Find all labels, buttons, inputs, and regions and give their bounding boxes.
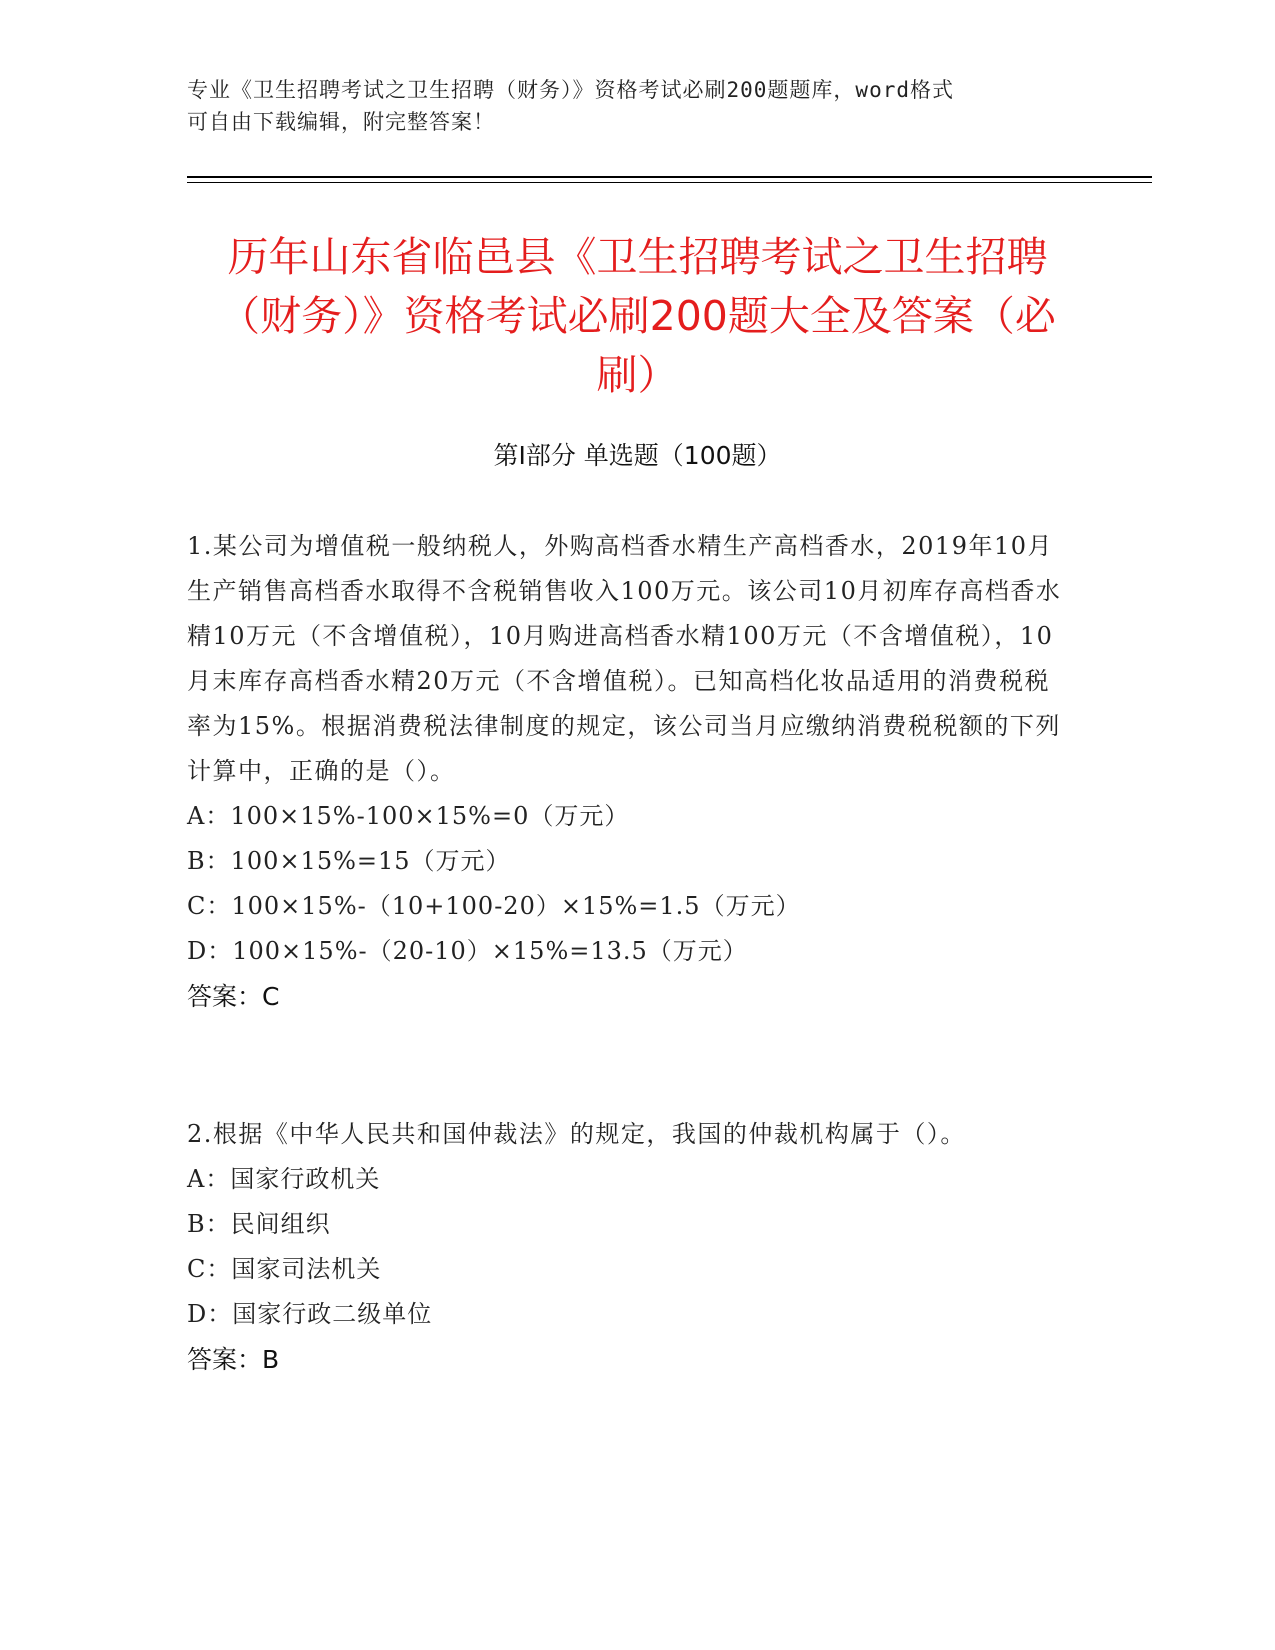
question-stem: 1.某公司为增值税一般纳税人，外购高档香水精生产高档香水，2019年10月生产销售高档香水取得不含税销售收入100万元。该公司10月初库存高档香水精10万元（不含增值税），10月购进高档香水精100万元（不含增值税），10月末库存高档香水精20万元（不含增值税）。已知高档化妆品适用的消费税税率为15%。根据消费税法律制度的规定，该公司当月应缴纳消费税税额的下列计算中，正确的是（）。 — [187, 532, 1062, 785]
option-b: B：100×15%=15（万元） — [187, 847, 511, 875]
answer: 答案：B — [187, 1345, 280, 1374]
header-note — [187, 74, 1067, 138]
option-a: A：100×15%-100×15%=0（万元） — [187, 802, 630, 830]
option-a: A：国家行政机关 — [187, 1165, 381, 1193]
answer: 答案：C — [187, 982, 280, 1011]
question-1 — [187, 524, 1067, 1019]
section-heading: 第Ⅰ部分 单选题（100题） — [493, 441, 782, 470]
question-stem: 2.根据《中华人民共和国仲裁法》的规定，我国的仲裁机构属于（）。 — [187, 1120, 966, 1148]
header-divider-thin — [187, 182, 1152, 183]
document-title: 历年山东省临邑县《卫生招聘考试之卫生招聘（财务）》资格考试必刷200题大全及答案（必刷） — [219, 233, 1056, 399]
header-divider-thick — [187, 176, 1152, 178]
option-d: D：100×15%-（20-10）×15%=13.5（万元） — [187, 937, 748, 965]
option-d: D：国家行政二级单位 — [187, 1300, 433, 1328]
option-b: B：民间组织 — [187, 1210, 331, 1238]
header-note-line-2: 可自由下载编辑，附完整答案！ — [187, 110, 495, 134]
header-note-line-1: 专业《卫生招聘考试之卫生招聘（财务）》资格考试必刷200题题库，word格式 — [187, 78, 954, 102]
question-2 — [187, 1112, 1067, 1382]
option-c: C：100×15%-（10+100-20）×15%=1.5（万元） — [187, 892, 801, 920]
option-c: C：国家司法机关 — [187, 1255, 382, 1283]
